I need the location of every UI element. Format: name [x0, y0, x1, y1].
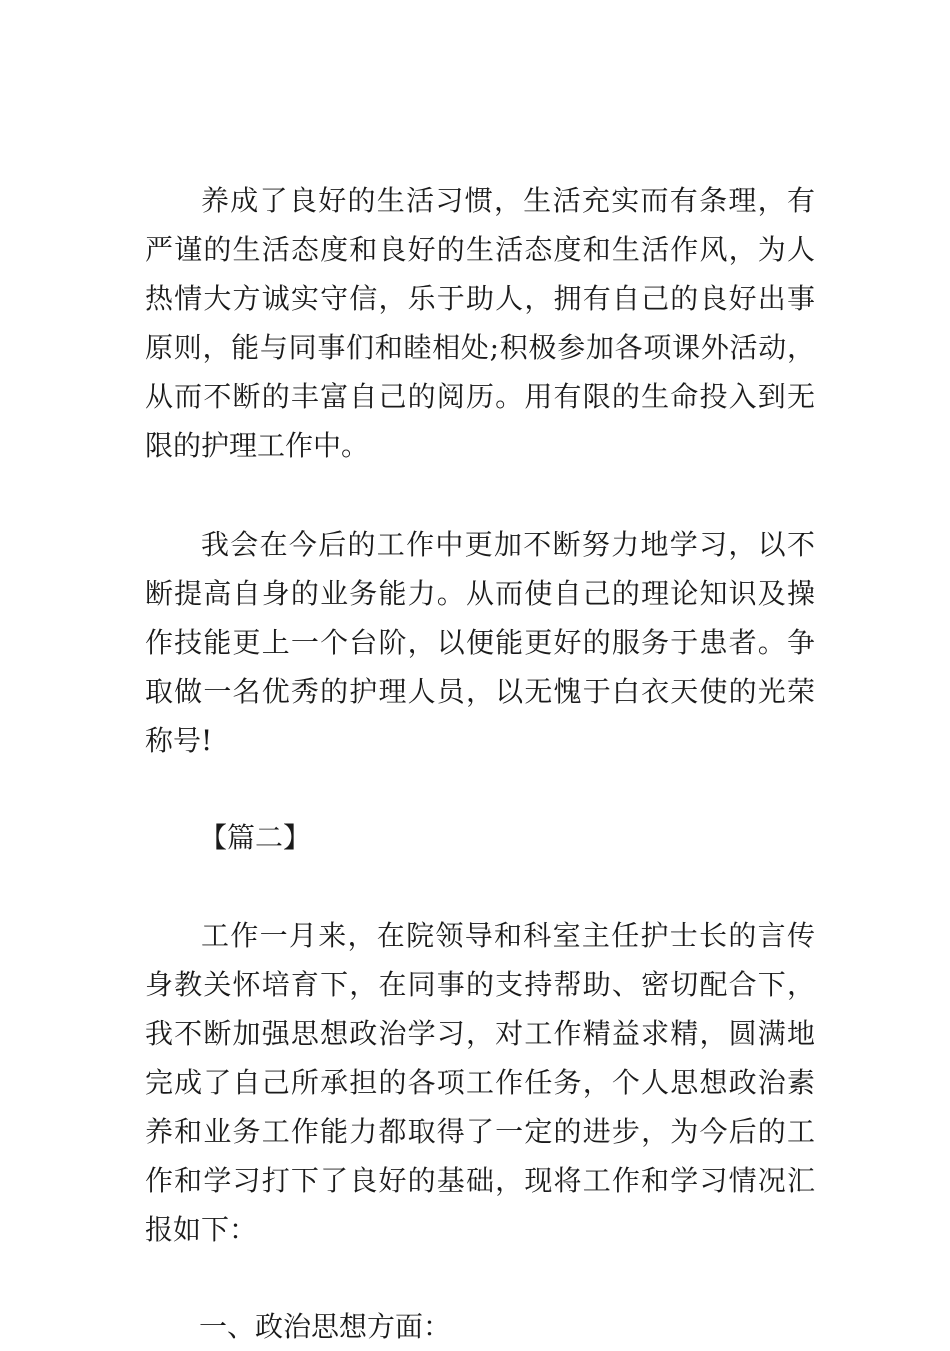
paragraph-work-summary: 工作一月来，在院领导和科室主任护士长的言传身教关怀培育下，在同事的支持帮助、密切配合下，我不断加强思想政治学习，对工作精益求精，圆满地完成了自己所承担的各项工作任务，个人思想政治素养和业务工作能力都取得了一定的进步，为今后的工作和学习打下了良好的基础，现将工作和学习情况汇报如下： — [145, 919, 815, 1246]
paragraph-future-study: 我会在今后的工作中更加不断努力地学习，以不断提高自身的业务能力。从而使自己的理论知识及操作技能更上一个台阶，以便能更好的服务于患者。争取做一名优秀的护理人员，以无愧于白衣天使的光荣称号! — [145, 528, 815, 757]
subsection-title: 一、政治思想方面： — [199, 1310, 452, 1343]
document-body — [145, 176, 815, 1351]
paragraph-lifestyle: 养成了良好的生活习惯，生活充实而有条理，有严谨的生活态度和良好的生活态度和生活作风，为人热情大方诚实守信，乐于助人，拥有自己的良好出事原则，能与同事们和睦相处;积极参加各项课外活动，从而不断的丰富自己的阅历。用有限的生命投入到无限的护理工作中。 — [145, 184, 815, 462]
section-title: 【篇二】 — [199, 821, 312, 854]
